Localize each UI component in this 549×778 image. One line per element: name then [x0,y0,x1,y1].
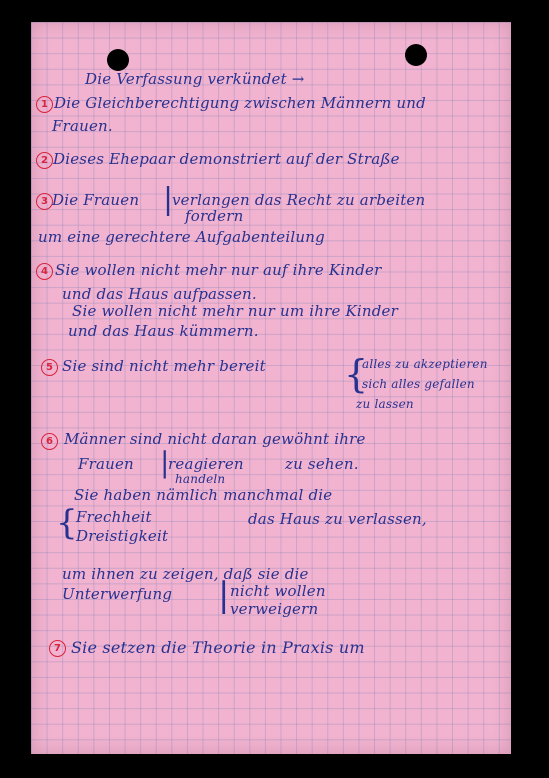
item-5-line-1: Sie sind nicht mehr bereit [62,357,266,375]
item-6-bracket-2: | [218,575,230,615]
item-4-line-3: Sie wollen nicht mehr nur um ihre Kinder [72,302,399,320]
item-7-line-1: Sie setzen die Theorie in Praxis um [71,638,365,657]
item-5-option-lassen: zu lassen [356,397,414,411]
item-6-line-haben: Sie haben nämlich manchmal die [74,486,333,504]
item-6-zu-sehen: zu sehen. [285,455,359,473]
item-6-line-1: Männer sind nicht daran gewöhnt ihre [64,430,366,448]
item-5-option-akzeptieren: alles zu akzeptieren [362,357,488,371]
item-3-subject: Die Frauen [52,191,140,209]
item-5-option-gefallen: sich alles gefallen [362,377,475,391]
item-3-line-4: um eine gerechtere Aufgabenteilung [38,228,325,246]
item-6-option-frechheit: Frechheit [76,508,152,526]
item-6-option-reagieren: reagieren [168,455,244,473]
item-6-unterwerfung: Unterwerfung [62,585,173,603]
item-2-line-1: Dieses Ehepaar demonstriert auf der Straße [53,150,400,168]
item-3-option-verlangen: verlangen das Recht zu arbeiten [172,191,426,209]
item-6-option-dreistigkeit: Dreistigkeit [76,527,169,545]
item-4-line-1: Sie wollen nicht mehr nur auf ihre Kinder [55,261,382,279]
item-6-frauen: Frauen [78,455,134,473]
item-6-option-verweigern: verweigern [230,600,319,618]
item-number-5: 5 [41,359,58,376]
item-3-option-fordern: fordern [185,207,244,225]
item-1-line-1: Die Gleichberechtigung zwischen Männern und [54,94,426,112]
punch-hole-left [107,49,129,71]
item-number-4: 4 [36,263,53,280]
item-6-bracket-1: | [160,446,170,479]
item-6-haus-verlassen: das Haus zu verlassen, [248,510,427,528]
item-3-bracket: | [163,182,174,217]
item-6-option-nicht-wollen: nicht wollen [230,582,326,600]
item-6-option-handeln: handeln [175,472,226,486]
item-5-brace: { [344,352,369,396]
item-number-7: 7 [49,640,66,657]
item-1-line-2: Frauen. [52,117,113,135]
item-number-3: 3 [36,193,53,210]
page-title: Die Verfassung verkündet → [85,70,305,88]
item-4-line-2: und das Haus aufpassen. [62,285,257,303]
item-number-1: 1 [36,96,53,113]
item-4-line-4: und das Haus kümmern. [68,322,259,340]
punch-hole-right [405,44,427,66]
item-number-2: 2 [36,152,53,169]
item-6-brace: { [56,503,78,543]
item-6-line-zeigen: um ihnen zu zeigen, daß sie die [62,565,309,583]
item-number-6: 6 [41,433,58,450]
